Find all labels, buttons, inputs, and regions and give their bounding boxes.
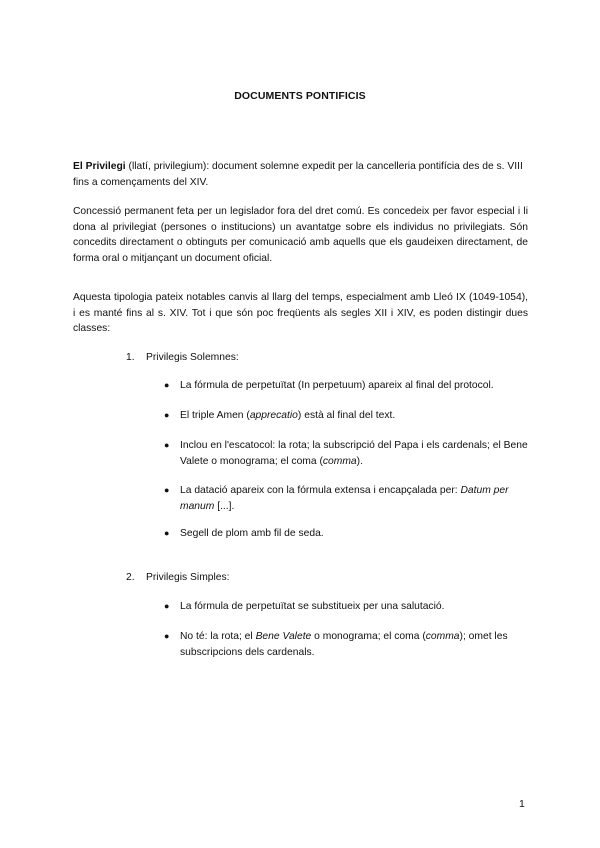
bullet-icon: ● — [164, 631, 170, 641]
definition-paragraph: Concessió permanent feta per un legislador fora del dret comú. Es concedeix per favor especial i li dona al privilegiat (persones o institucions) un avantatge sobre els individus no privilegiats. Són concedits directament o obtinguts per comunicació amb aquells que els gaudeixen directament, de forma oral o mitjançant un document oficial. — [73, 206, 528, 264]
italic-term: comma — [322, 455, 357, 467]
list-item-text: La fórmula de perpetuïtat se substitueix per una salutació. — [180, 601, 445, 612]
list-item — [164, 378, 534, 394]
list-item — [164, 599, 534, 615]
list-item — [164, 438, 534, 469]
intro-text: (llatí, privilegium): document solemne expedit per la cancelleria pontifícia des de s. VIII fins a començaments del XIV. — [73, 161, 523, 188]
list-item-text: No té: la rota; el Bene Valete o monograma; el coma (comma); omet les subscripcions dels cardenals. — [180, 631, 508, 658]
intro-term: El Privilegi — [73, 161, 126, 172]
list-item-text: La datació apareix con la fórmula extensa i encapçalada per: Datum per manum [...]. — [180, 485, 509, 512]
bullet-icon: ● — [164, 410, 170, 420]
document-title: DOCUMENTS PONTIFICIS — [234, 90, 366, 102]
intro-paragraph — [73, 159, 528, 190]
italic-term: Bene Valete — [255, 631, 312, 642]
list-item-text: Segell de plom amb fil de seda. — [180, 528, 324, 539]
italic-term: comma — [425, 631, 460, 642]
italic-term: Datum per manum — [180, 485, 509, 512]
list-item-text: La fórmula de perpetuïtat (In perpetuum) apareix al final del protocol. — [180, 380, 494, 391]
bullet-icon: ● — [164, 601, 170, 611]
section-heading-text: Privilegis Simples: — [146, 572, 230, 583]
bullet-icon: ● — [164, 440, 170, 450]
section-heading-text: Privilegis Solemnes: — [146, 352, 239, 363]
list-item — [164, 408, 534, 424]
bullet-icon: ● — [164, 528, 170, 538]
italic-term: apprecatio — [249, 410, 298, 421]
section-number: 2. — [126, 572, 135, 583]
list-item-text: El triple Amen (apprecatio) està al final del text. — [180, 410, 396, 421]
typology-paragraph: Aquesta tipologia pateix notables canvis al llarg del temps, especialment amb Lleó IX (1049-1054), i es manté fins al s. XIV. Tot i que són poc freqüents als segles XII i XIV, es poden distingir dues classes: — [73, 292, 528, 334]
bullet-icon: ● — [164, 380, 170, 390]
list-item — [164, 483, 534, 514]
section-number: 1. — [126, 352, 135, 363]
section-heading-solemnes — [126, 350, 526, 366]
list-item-text: Inclou en l'escatocol: la rota; la subscripció del Papa i els cardenals; el Bene Valete o monograma; el coma (comma). — [180, 440, 528, 467]
page-number: 1 — [519, 798, 525, 810]
list-item — [164, 629, 534, 660]
section-heading-simples — [126, 570, 526, 586]
list-item — [164, 526, 534, 542]
bullet-icon: ● — [164, 485, 170, 495]
